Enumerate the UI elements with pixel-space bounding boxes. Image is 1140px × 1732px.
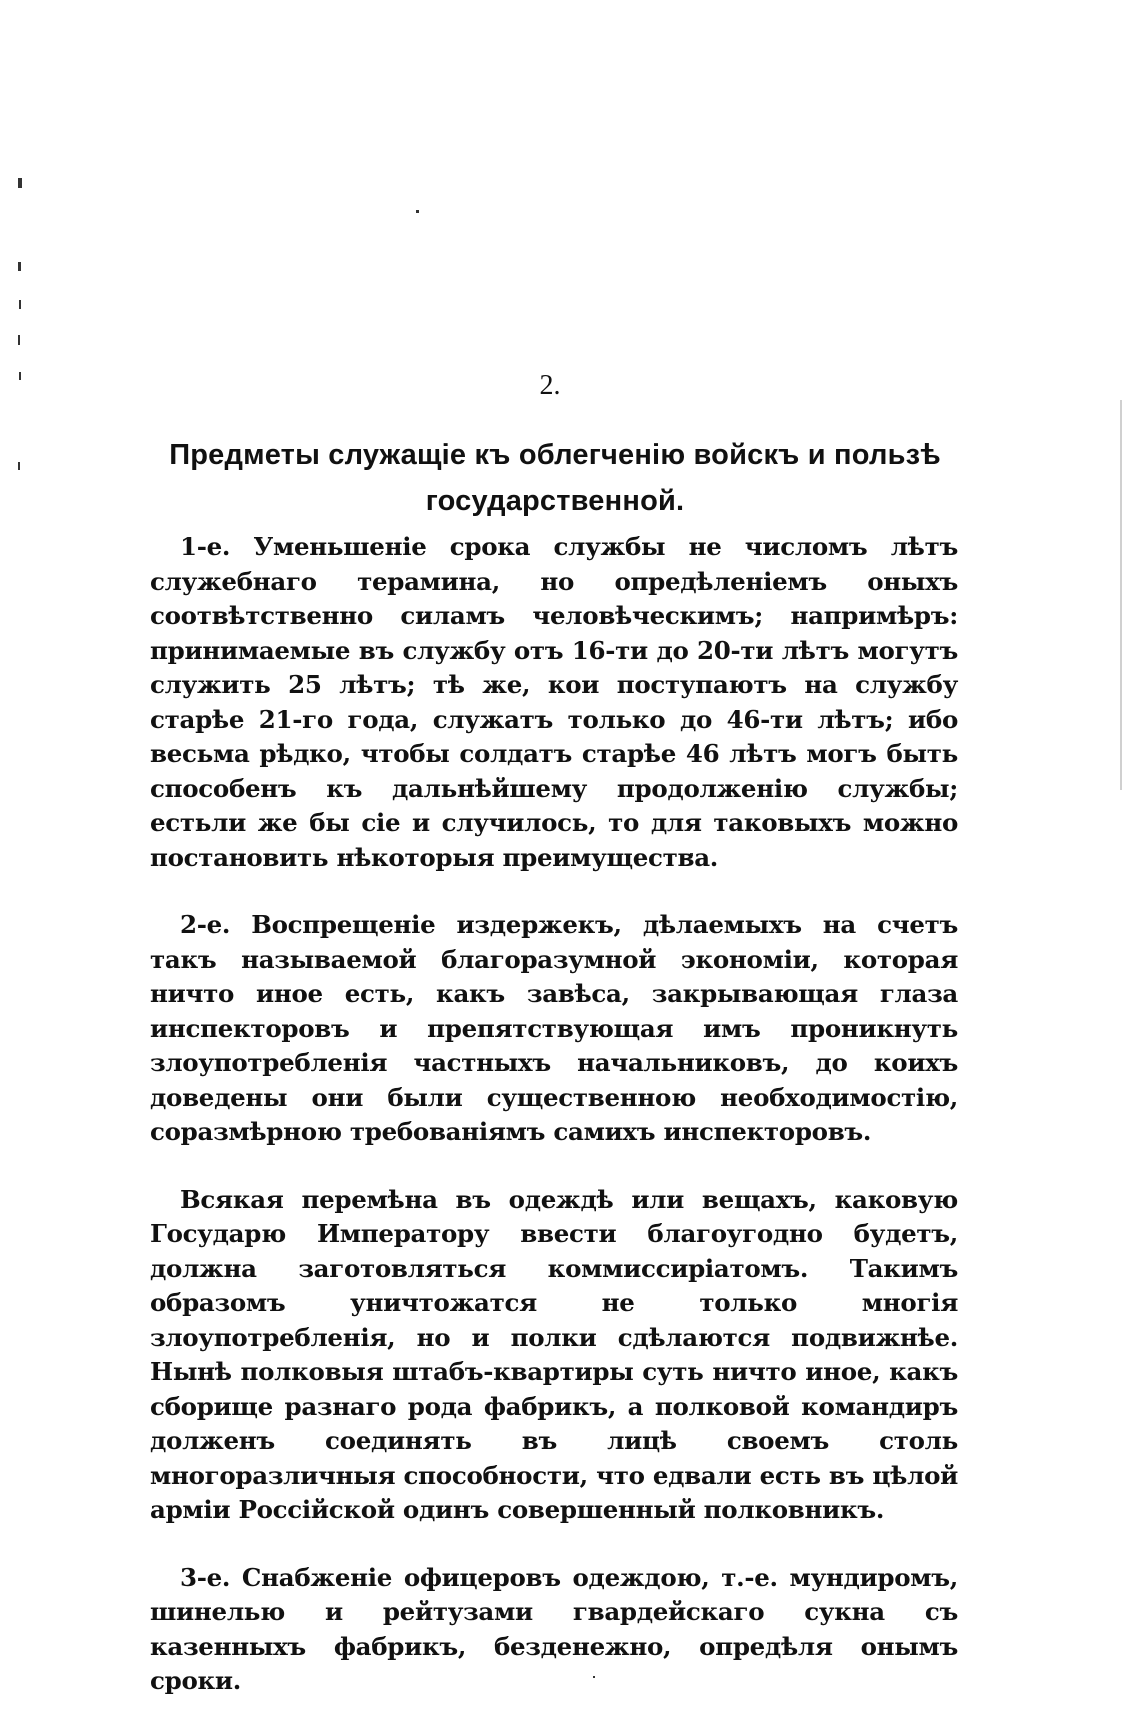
page-dot bbox=[416, 210, 419, 213]
margin-speck bbox=[18, 262, 21, 271]
paragraph-2: 2-е. Воспрещеніе издержекъ, дѣлаемыхъ на счетъ такъ называемой благоразумной экономіи, которая ничто иное есть, какъ завѣса, закрывающая глаза инспекторовъ и препятствующая имъ проникнуть злоупотребленія частныхъ начальниковъ, до коихъ доведены они были существенною необходимостію, соразмѣрною требованіямъ самихъ инспекторовъ. bbox=[150, 910, 958, 1146]
margin-speck bbox=[18, 462, 20, 470]
margin-speck bbox=[19, 300, 21, 309]
body-text bbox=[150, 530, 958, 1732]
section-heading: Предметы служащіе къ облегченію войскъ и пользѣ государственной. bbox=[169, 439, 941, 517]
margin-speck bbox=[18, 178, 22, 188]
paragraph-4: 3-е. Снабженіе офицеровъ одеждою, т.-е. мундиромъ, шинелью и рейтузами гвардейскаго сукна съ казенныхъ фабрикъ, безденежно, опредѣля онымъ сроки. bbox=[150, 1562, 958, 1695]
margin-speck bbox=[18, 335, 20, 345]
scan-edge-line bbox=[1120, 400, 1122, 790]
paragraph-1: 1-е. Уменьшеніе срока службы не числомъ лѣтъ служебнаго терамина, но опредѣленіемъ оныхъ соотвѣтственно силамъ человѣческимъ; напримѣръ: принимаемые въ службу отъ 16-ти до 20-ти лѣтъ могутъ служить 25 лѣтъ; тѣ же, кои поступаютъ на службу старѣе 21-го года, служатъ только до 46-ти лѣтъ; ибо весьма рѣдко, чтобы солдатъ старѣе 46 лѣтъ могъ быть способенъ къ дальнѣйшему продолженію службы; естьли же бы сіе и случилось, то для таковыхъ можно постановить нѣкоторыя преимущества. bbox=[150, 532, 958, 872]
paragraph-3: Всякая перемѣна въ одеждѣ или вещахъ, каковую Государю Императору ввести благоугодно будетъ, должна заготовляться коммиссиріатомъ. Такимъ образомъ уничтожатся не только многія злоупотребленія, но и полки сдѣлаются подвижнѣе. Нынѣ полковыя штабъ-квартиры суть ничто иное, какъ сборище разнаго рода фабрикъ, а полковой командиръ долженъ соединять въ лицѣ своемъ столь многоразличныя способности, что едвали есть въ цѣлой арміи Россійской одинъ совершенный полковникъ. bbox=[150, 1184, 958, 1524]
section-number: 2. bbox=[539, 370, 561, 401]
